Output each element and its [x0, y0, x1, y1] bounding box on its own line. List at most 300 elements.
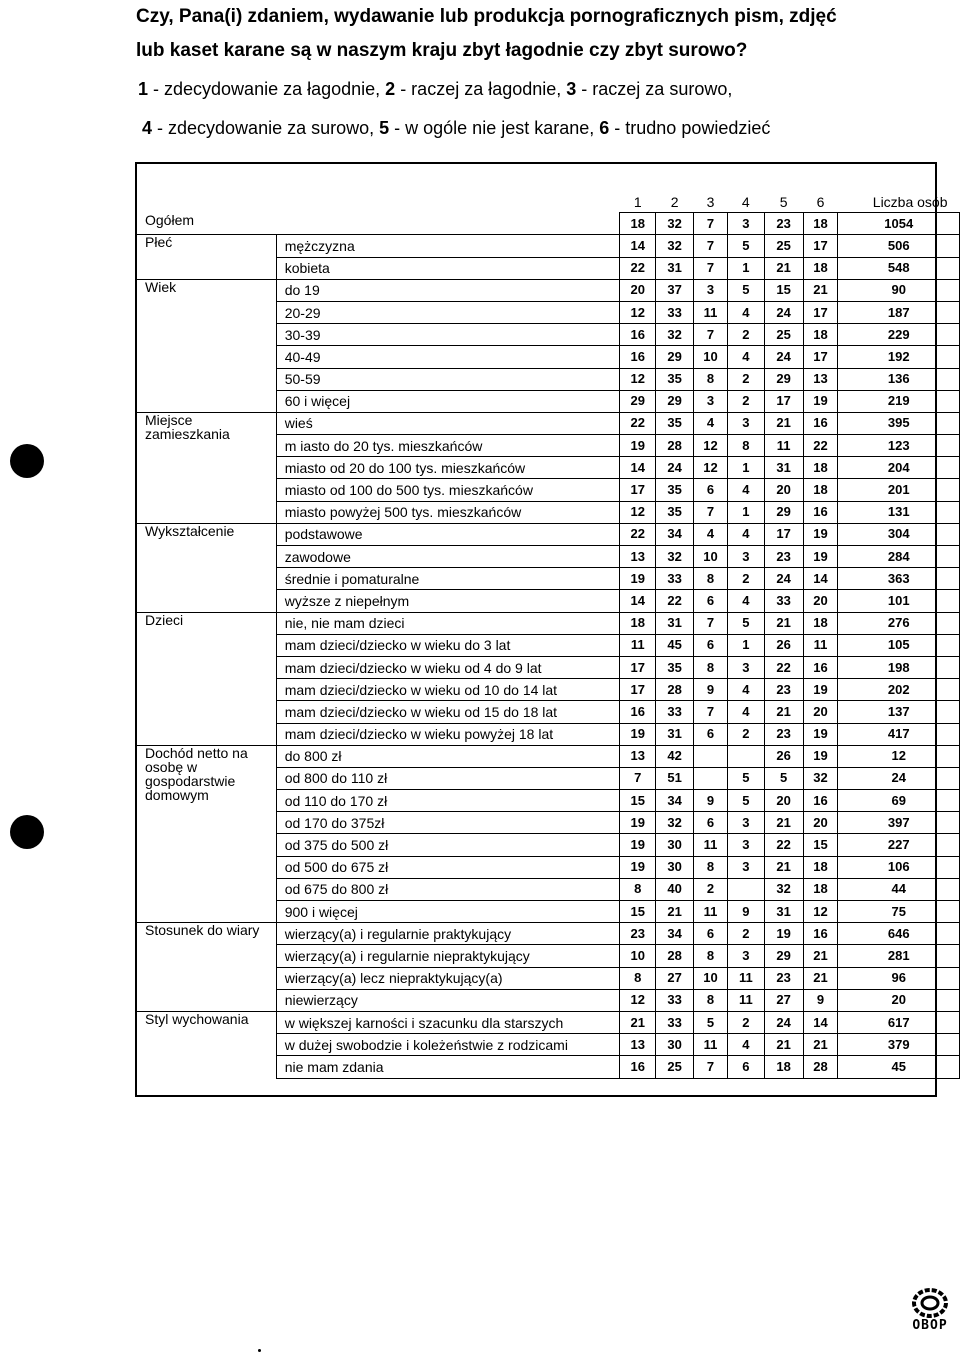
- value-cell: 1: [727, 257, 764, 279]
- value-cell: 8: [620, 878, 656, 900]
- count-cell: 137: [838, 701, 960, 723]
- value-cell: 15: [764, 279, 803, 301]
- value-cell: 33: [764, 590, 803, 612]
- value-cell: 21: [803, 1034, 838, 1056]
- value-cell: 11: [694, 1034, 728, 1056]
- value-cell: 21: [803, 945, 838, 967]
- value-cell: 18: [803, 257, 838, 279]
- count-cell: 187: [838, 301, 960, 323]
- value-cell: 11: [694, 901, 728, 923]
- category-label: nie, nie mam dzieci: [276, 612, 620, 634]
- value-cell: 28: [803, 1056, 838, 1078]
- category-label: 40-49: [276, 346, 620, 368]
- value-cell: 31: [656, 723, 694, 745]
- value-cell: 15: [620, 901, 656, 923]
- value-cell: 4: [727, 701, 764, 723]
- value-cell: 30: [656, 834, 694, 856]
- value-cell: 5: [727, 790, 764, 812]
- category-label: wierzący(a) i regularnie praktykujący: [276, 923, 620, 945]
- value-cell: 20: [803, 590, 838, 612]
- count-cell: 276: [838, 612, 960, 634]
- count-cell: 96: [838, 967, 960, 989]
- category-label: od 500 do 675 zł: [276, 856, 620, 878]
- value-cell: 6: [694, 479, 728, 501]
- value-cell: 29: [620, 390, 656, 412]
- category-label: miasto powyżej 500 tys. mieszkańców: [276, 501, 620, 523]
- category-label: [276, 213, 620, 235]
- category-label: mam dzieci/dziecko w wieku od 15 do 18 lat: [276, 701, 620, 723]
- category-label: wierzący(a) i regularnie niepraktykujący: [276, 945, 620, 967]
- value-cell: 18: [803, 856, 838, 878]
- header-row: [137, 191, 960, 213]
- value-cell: 1: [727, 501, 764, 523]
- category-label: wyższe z niepełnym: [276, 590, 620, 612]
- category-label: mam dzieci/dziecko w wieku powyżej 18 lat: [276, 723, 620, 745]
- value-cell: 4: [727, 479, 764, 501]
- value-cell: 3: [727, 812, 764, 834]
- count-cell: 75: [838, 901, 960, 923]
- category-label: m iasto do 20 tys. mieszkańców: [276, 435, 620, 457]
- value-cell: 7: [694, 324, 728, 346]
- value-cell: 7: [694, 235, 728, 257]
- value-cell: 23: [764, 679, 803, 701]
- value-cell: 19: [620, 435, 656, 457]
- value-cell: 4: [727, 590, 764, 612]
- value-cell: 4: [727, 301, 764, 323]
- value-cell: 29: [656, 390, 694, 412]
- value-cell: 19: [620, 834, 656, 856]
- group-label: Stosunek do wiary: [137, 923, 276, 1012]
- header-empty: [276, 191, 620, 213]
- value-cell: 16: [803, 412, 838, 434]
- value-cell: 25: [764, 235, 803, 257]
- count-cell: 101: [838, 590, 960, 612]
- value-cell: 11: [727, 989, 764, 1011]
- value-cell: 12: [620, 501, 656, 523]
- value-cell: 19: [803, 390, 838, 412]
- value-cell: 21: [620, 1011, 656, 1033]
- table-row: [137, 279, 960, 301]
- value-cell: 35: [656, 501, 694, 523]
- value-cell: 7: [694, 612, 728, 634]
- value-cell: 5: [764, 767, 803, 789]
- value-cell: 18: [764, 1056, 803, 1078]
- value-cell: 32: [803, 767, 838, 789]
- value-cell: 51: [656, 767, 694, 789]
- category-label: nie mam zdania: [276, 1056, 620, 1078]
- value-cell: 10: [694, 546, 728, 568]
- category-label: mam dzieci/dziecko w wieku od 10 do 14 lat: [276, 679, 620, 701]
- column-header-count: Liczba osób: [872, 193, 948, 210]
- value-cell: 17: [620, 679, 656, 701]
- value-cell: 12: [620, 301, 656, 323]
- category-label: mężczyzna: [276, 235, 620, 257]
- value-cell: 2: [727, 368, 764, 390]
- value-cell: 25: [764, 324, 803, 346]
- value-cell: 9: [727, 901, 764, 923]
- obop-logo-icon: [912, 1288, 948, 1318]
- value-cell: 10: [694, 346, 728, 368]
- value-cell: 4: [694, 412, 728, 434]
- value-cell: 5: [727, 279, 764, 301]
- value-cell: 21: [764, 612, 803, 634]
- value-cell: 21: [764, 1034, 803, 1056]
- value-cell: 7: [694, 501, 728, 523]
- value-cell: 2: [727, 1011, 764, 1033]
- count-cell: 646: [838, 923, 960, 945]
- value-cell: 29: [656, 346, 694, 368]
- value-cell: 28: [656, 679, 694, 701]
- count-cell: 105: [838, 634, 960, 656]
- table-row: [137, 523, 960, 545]
- count-cell: 227: [838, 834, 960, 856]
- value-cell: 34: [656, 790, 694, 812]
- count-cell: 12: [838, 745, 960, 767]
- value-cell: 32: [656, 213, 694, 235]
- value-cell: 45: [656, 634, 694, 656]
- value-cell: 33: [656, 301, 694, 323]
- category-label: od 110 do 170 zł: [276, 790, 620, 812]
- value-cell: 33: [656, 701, 694, 723]
- value-cell: 23: [764, 546, 803, 568]
- value-cell: 23: [620, 923, 656, 945]
- count-cell: 379: [838, 1034, 960, 1056]
- value-cell: 8: [694, 568, 728, 590]
- value-cell: 32: [656, 812, 694, 834]
- value-cell: 15: [803, 834, 838, 856]
- answer-scale-line-2: [142, 118, 770, 139]
- scale-number: 4: [142, 118, 153, 138]
- count-cell: 284: [838, 546, 960, 568]
- value-cell: 32: [656, 546, 694, 568]
- group-label: Dzieci: [137, 612, 276, 745]
- value-cell: 3: [727, 834, 764, 856]
- header-empty: [137, 191, 276, 213]
- table-row: [137, 612, 960, 634]
- value-cell: 35: [656, 412, 694, 434]
- value-cell: 8: [694, 856, 728, 878]
- count-cell: 69: [838, 790, 960, 812]
- table-row: [137, 923, 960, 945]
- count-cell: 131: [838, 501, 960, 523]
- value-cell: 22: [620, 257, 656, 279]
- category-label: w większej karności i szacunku dla starszych: [276, 1011, 620, 1033]
- value-cell: 11: [764, 435, 803, 457]
- category-label: zawodowe: [276, 546, 620, 568]
- count-cell: 219: [838, 390, 960, 412]
- value-cell: 22: [764, 834, 803, 856]
- value-cell: 11: [803, 634, 838, 656]
- category-label: od 675 do 800 zł: [276, 878, 620, 900]
- value-cell: 20: [803, 812, 838, 834]
- category-label: do 800 zł: [276, 745, 620, 767]
- value-cell: 16: [620, 701, 656, 723]
- value-cell: 24: [764, 568, 803, 590]
- scale-label: - raczej za surowo,: [576, 79, 733, 99]
- value-cell: 21: [803, 967, 838, 989]
- value-cell: 21: [656, 901, 694, 923]
- value-cell: 33: [656, 568, 694, 590]
- value-cell: 2: [727, 723, 764, 745]
- count-cell: 201: [838, 479, 960, 501]
- value-cell: 17: [764, 390, 803, 412]
- value-cell: 3: [694, 279, 728, 301]
- category-label: średnie i pomaturalne: [276, 568, 620, 590]
- value-cell: 17: [803, 235, 838, 257]
- value-cell: 18: [803, 457, 838, 479]
- value-cell: 18: [620, 612, 656, 634]
- value-cell: 37: [656, 279, 694, 301]
- value-cell: 17: [764, 523, 803, 545]
- value-cell: 14: [803, 568, 838, 590]
- count-cell: 20: [838, 989, 960, 1011]
- value-cell: 34: [656, 523, 694, 545]
- value-cell: 35: [656, 368, 694, 390]
- obop-logo: [904, 1288, 956, 1333]
- group-label: Wiek: [137, 279, 276, 412]
- count-cell: 229: [838, 324, 960, 346]
- value-cell: 16: [620, 346, 656, 368]
- value-cell: 18: [803, 213, 838, 235]
- value-cell: 24: [656, 457, 694, 479]
- value-cell: 12: [620, 989, 656, 1011]
- value-cell: 26: [764, 634, 803, 656]
- count-cell: 106: [838, 856, 960, 878]
- count-cell: 198: [838, 656, 960, 678]
- value-cell: 3: [694, 390, 728, 412]
- value-cell: 19: [620, 723, 656, 745]
- column-header-6: 6: [816, 193, 825, 210]
- value-cell: 8: [694, 945, 728, 967]
- value-cell: 24: [764, 346, 803, 368]
- value-cell: 7: [620, 767, 656, 789]
- value-cell: 5: [727, 767, 764, 789]
- value-cell: 20: [620, 279, 656, 301]
- value-cell: 6: [694, 923, 728, 945]
- value-cell: 2: [694, 878, 728, 900]
- value-cell: 11: [620, 634, 656, 656]
- value-cell: 22: [620, 412, 656, 434]
- table-row: [137, 213, 960, 235]
- value-cell: 8: [694, 989, 728, 1011]
- value-cell: 2: [727, 390, 764, 412]
- value-cell: 33: [656, 1011, 694, 1033]
- scale-label: - raczej za łagodnie,: [395, 79, 567, 99]
- value-cell: 6: [694, 723, 728, 745]
- value-cell: 11: [727, 967, 764, 989]
- value-cell: 21: [803, 279, 838, 301]
- group-label: Wykształcenie: [137, 523, 276, 612]
- value-cell: 32: [764, 878, 803, 900]
- count-cell: 90: [838, 279, 960, 301]
- value-cell: 15: [620, 790, 656, 812]
- count-cell: 548: [838, 257, 960, 279]
- value-cell: 23: [764, 723, 803, 745]
- scale-number: 5: [379, 118, 390, 138]
- value-cell: 19: [803, 679, 838, 701]
- count-cell: 304: [838, 523, 960, 545]
- value-cell: 31: [764, 901, 803, 923]
- value-cell: 5: [727, 235, 764, 257]
- value-cell: 21: [764, 257, 803, 279]
- value-cell: 16: [620, 1056, 656, 1078]
- value-cell: 21: [764, 812, 803, 834]
- value-cell: 9: [694, 790, 728, 812]
- value-cell: 3: [727, 656, 764, 678]
- value-cell: 18: [803, 612, 838, 634]
- value-cell: 4: [727, 679, 764, 701]
- column-header-3: 3: [706, 193, 715, 210]
- obop-logo-text: OBOP: [912, 1318, 948, 1333]
- value-cell: 5: [727, 612, 764, 634]
- value-cell: 3: [727, 856, 764, 878]
- value-cell: 35: [656, 479, 694, 501]
- category-label: miasto od 20 do 100 tys. mieszkańców: [276, 457, 620, 479]
- value-cell: 14: [620, 590, 656, 612]
- count-cell: 45: [838, 1056, 960, 1078]
- count-cell: 395: [838, 412, 960, 434]
- value-cell: 19: [620, 812, 656, 834]
- column-header-2: 2: [670, 193, 679, 210]
- category-label: mam dzieci/dziecko w wieku do 3 lat: [276, 634, 620, 656]
- value-cell: 21: [764, 701, 803, 723]
- value-cell: 9: [803, 989, 838, 1011]
- value-cell: 6: [694, 812, 728, 834]
- answer-scale-line-1: [138, 79, 732, 100]
- value-cell: 7: [694, 701, 728, 723]
- value-cell: [694, 767, 728, 789]
- category-label: niewierzący: [276, 989, 620, 1011]
- value-cell: 12: [694, 457, 728, 479]
- category-label: mam dzieci/dziecko w wieku od 4 do 9 lat: [276, 656, 620, 678]
- value-cell: 8: [694, 368, 728, 390]
- scale-number: 6: [599, 118, 610, 138]
- value-cell: 22: [620, 523, 656, 545]
- scan-speck: [258, 1349, 261, 1352]
- category-label: podstawowe: [276, 523, 620, 545]
- category-label: od 375 do 500 zł: [276, 834, 620, 856]
- group-label: Płeć: [137, 235, 276, 279]
- value-cell: 19: [620, 568, 656, 590]
- count-cell: 123: [838, 435, 960, 457]
- value-cell: 21: [764, 412, 803, 434]
- value-cell: 9: [694, 679, 728, 701]
- category-label: 30-39: [276, 324, 620, 346]
- category-label: kobieta: [276, 257, 620, 279]
- value-cell: 32: [656, 324, 694, 346]
- value-cell: 29: [764, 501, 803, 523]
- value-cell: 3: [727, 945, 764, 967]
- question-line-2: lub kaset karane są w naszym kraju zbyt łagodnie czy zbyt surowo?: [136, 40, 748, 61]
- value-cell: 33: [656, 989, 694, 1011]
- category-label: od 170 do 375zł: [276, 812, 620, 834]
- count-cell: 506: [838, 235, 960, 257]
- value-cell: 13: [803, 368, 838, 390]
- table-row: [137, 1011, 960, 1033]
- value-cell: 17: [803, 346, 838, 368]
- value-cell: 6: [694, 590, 728, 612]
- group-label: Miejsce zamieszkania: [137, 412, 276, 523]
- value-cell: 20: [803, 701, 838, 723]
- value-cell: 17: [620, 656, 656, 678]
- value-cell: 2: [727, 324, 764, 346]
- value-cell: 32: [656, 235, 694, 257]
- count-cell: 1054: [838, 213, 960, 235]
- category-label: 60 i więcej: [276, 390, 620, 412]
- value-cell: 19: [803, 546, 838, 568]
- group-label: Dochód netto na osobę w gospodarstwie domowym: [137, 745, 276, 923]
- value-cell: 7: [694, 257, 728, 279]
- category-label: w dużej swobodzie i koleżeństwie z rodzicami: [276, 1034, 620, 1056]
- value-cell: 16: [803, 656, 838, 678]
- value-cell: 28: [656, 435, 694, 457]
- value-cell: 27: [656, 967, 694, 989]
- value-cell: 22: [803, 435, 838, 457]
- count-cell: 397: [838, 812, 960, 834]
- value-cell: 40: [656, 878, 694, 900]
- scale-label: - zdecydowanie za surowo,: [152, 118, 380, 138]
- value-cell: 7: [694, 1056, 728, 1078]
- value-cell: 10: [620, 945, 656, 967]
- value-cell: 18: [803, 878, 838, 900]
- category-label: 900 i więcej: [276, 901, 620, 923]
- value-cell: [694, 745, 728, 767]
- value-cell: 21: [764, 856, 803, 878]
- scale-label: - w ogóle nie jest karane,: [389, 118, 600, 138]
- value-cell: 2: [727, 568, 764, 590]
- value-cell: 14: [620, 235, 656, 257]
- category-label: 20-29: [276, 301, 620, 323]
- count-cell: 192: [838, 346, 960, 368]
- column-header-1: 1: [633, 193, 642, 210]
- group-label: Ogółem: [145, 211, 195, 228]
- value-cell: 6: [694, 634, 728, 656]
- value-cell: 23: [764, 213, 803, 235]
- value-cell: 42: [656, 745, 694, 767]
- value-cell: 16: [620, 324, 656, 346]
- value-cell: 3: [727, 412, 764, 434]
- value-cell: 23: [764, 967, 803, 989]
- value-cell: 8: [727, 435, 764, 457]
- value-cell: 30: [656, 856, 694, 878]
- value-cell: 28: [656, 945, 694, 967]
- count-cell: 44: [838, 878, 960, 900]
- value-cell: 1: [727, 457, 764, 479]
- value-cell: 8: [694, 656, 728, 678]
- value-cell: 19: [620, 856, 656, 878]
- value-cell: 5: [694, 1011, 728, 1033]
- column-header-5: 5: [779, 193, 788, 210]
- value-cell: 11: [694, 834, 728, 856]
- value-cell: [727, 745, 764, 767]
- results-table: [137, 191, 960, 1079]
- count-cell: 363: [838, 568, 960, 590]
- table-row: [137, 235, 960, 257]
- value-cell: 31: [656, 612, 694, 634]
- value-cell: 4: [727, 523, 764, 545]
- category-label: wierzący(a) lecz niepraktykujący(a): [276, 967, 620, 989]
- value-cell: 25: [656, 1056, 694, 1078]
- count-cell: 204: [838, 457, 960, 479]
- value-cell: 29: [764, 945, 803, 967]
- value-cell: 22: [656, 590, 694, 612]
- value-cell: 12: [803, 901, 838, 923]
- value-cell: 10: [694, 967, 728, 989]
- value-cell: 34: [656, 923, 694, 945]
- value-cell: 16: [803, 790, 838, 812]
- value-cell: 2: [727, 923, 764, 945]
- value-cell: 27: [764, 989, 803, 1011]
